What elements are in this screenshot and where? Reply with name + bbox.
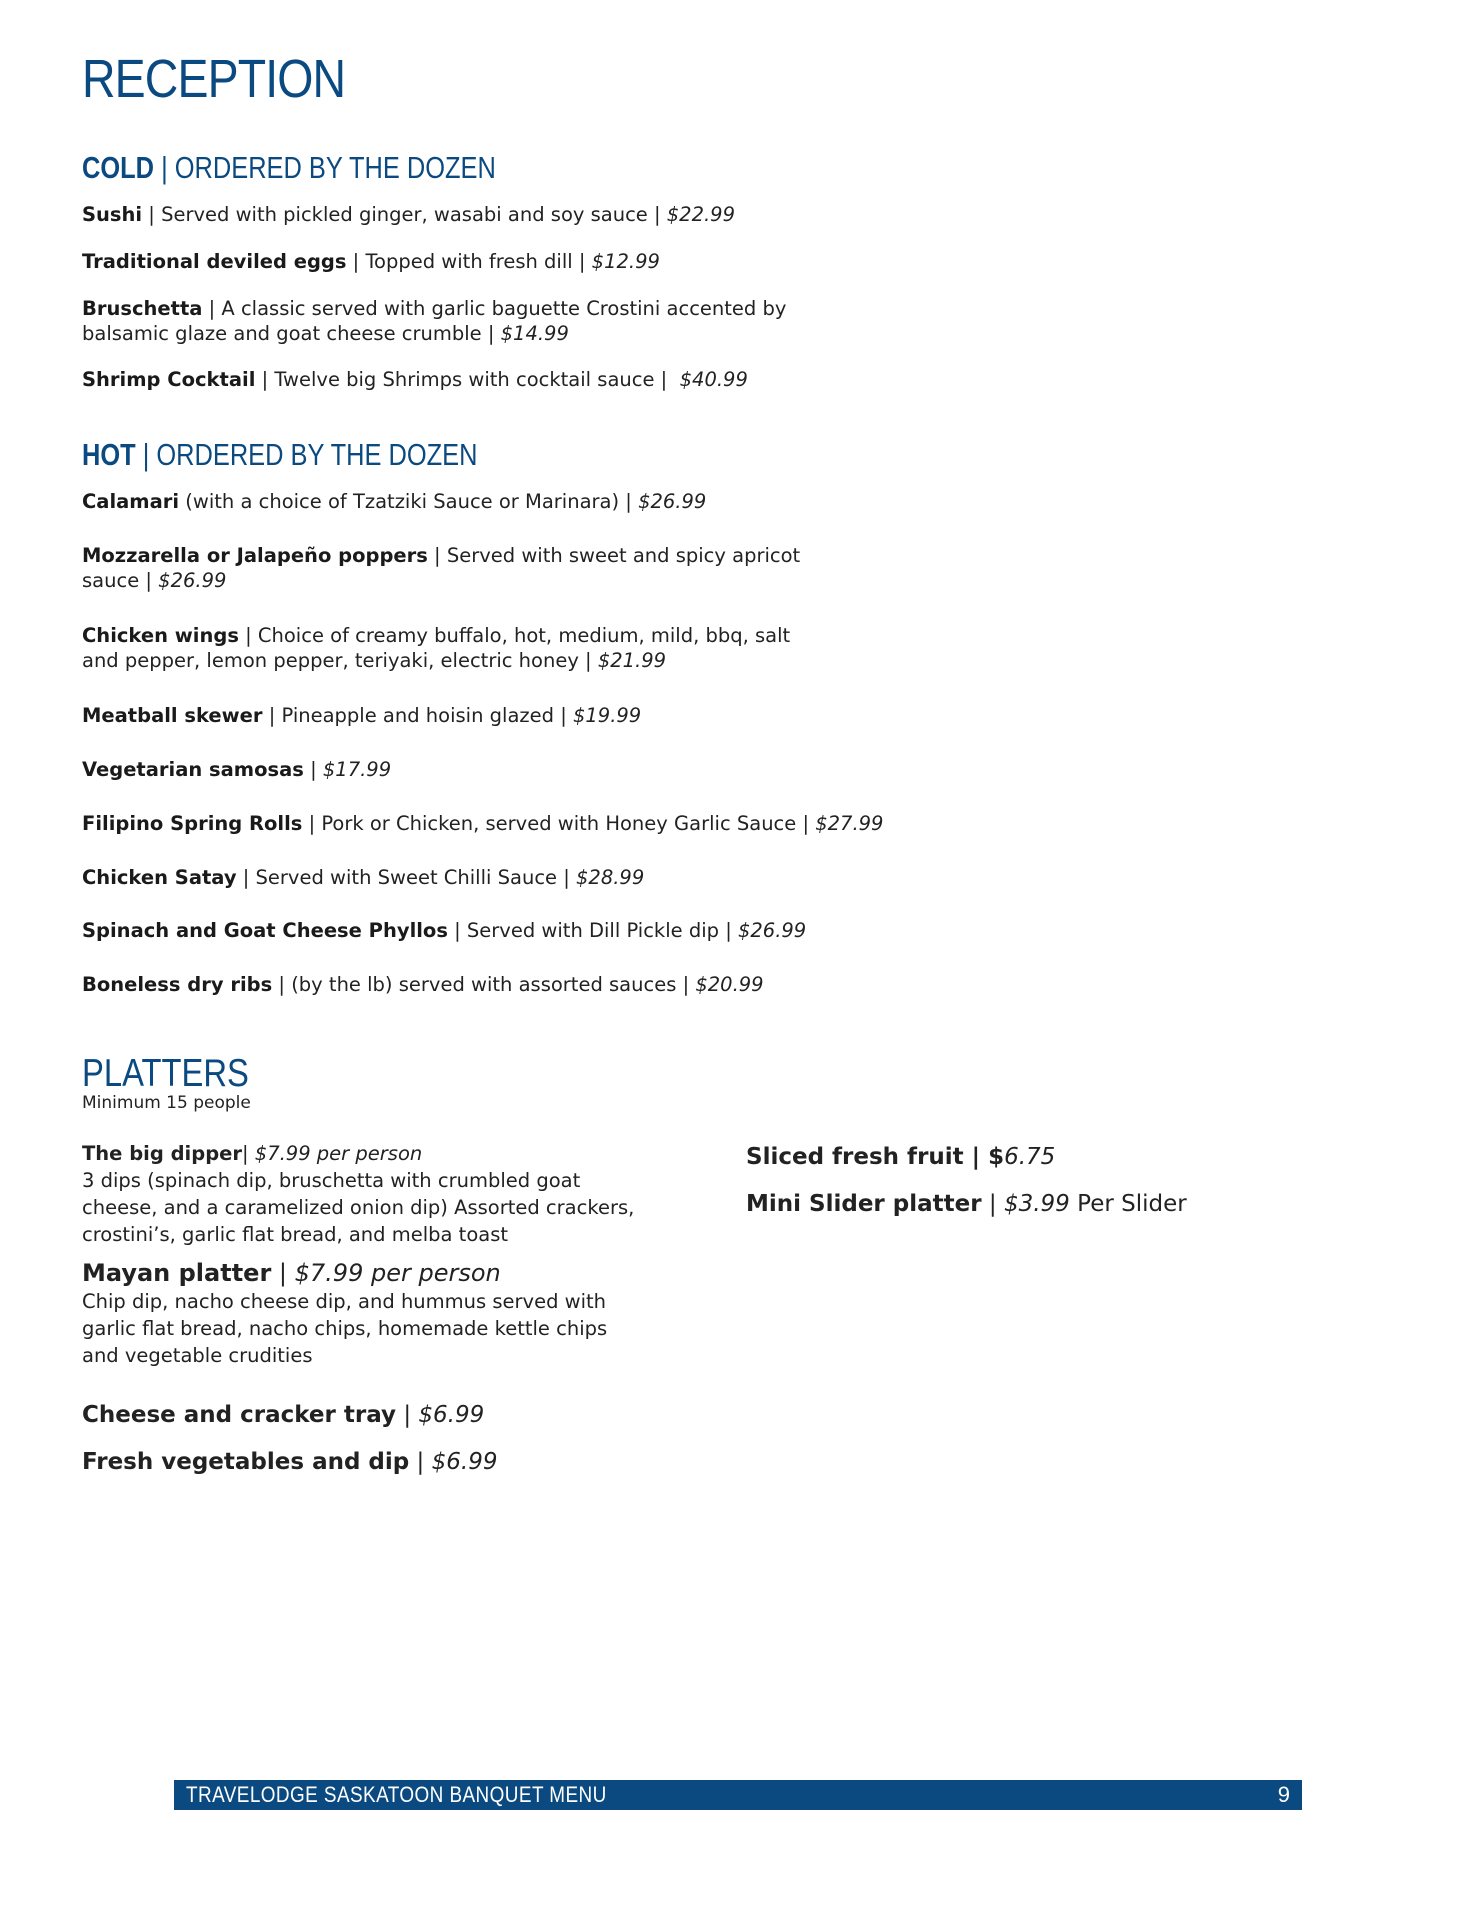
menu-item (82, 865, 644, 890)
item-desc: Chip dip, nacho cheese dip, and hummus served with garlic flat bread, nacho chips, homemade kettle chips and vegetable crudities (82, 1290, 608, 1367)
platter-slider (746, 1189, 1187, 1219)
item-desc: 3 dips (spinach dip, bruschetta with crumbled goat cheese, and a caramelized onion dip) Assorted crackers, crostini’s, garlic flat bread, and melba toast (82, 1169, 635, 1246)
item-name: Sushi (82, 203, 143, 226)
item-sep: | (409, 1449, 432, 1475)
item-desc: | Served with pickled ginger, wasabi and soy sauce | (142, 203, 667, 226)
item-price: $28.99 (576, 866, 645, 889)
item-price: $20.99 (695, 973, 764, 996)
item-desc: | Twelve big Shrimps with cocktail sauce | (255, 368, 680, 391)
item-price: $7.99 per person (254, 1142, 423, 1165)
item-price: $3.99 (1003, 1191, 1070, 1217)
item-desc: | Served with Dill Pickle dip | (447, 919, 738, 942)
item-name: Chicken Satay (82, 866, 237, 889)
hot-heading-rest: | ORDERED BY THE DOZEN (135, 437, 478, 472)
item-price: $26.99 (158, 569, 227, 592)
page-number: 9 (1277, 1782, 1290, 1807)
menu-item (82, 811, 883, 836)
footer-bar (174, 1780, 1302, 1810)
item-name: Chicken wings (82, 624, 239, 647)
item-desc: | A classic served with garlic baguette Crostini accented by balsamic glaze and goat cheese crumble | (82, 297, 787, 345)
item-desc: | Served with Sweet Chilli Sauce | (236, 866, 576, 889)
item-price: $40.99 (679, 368, 748, 391)
item-name: Spinach and Goat Cheese Phyllos (82, 919, 448, 942)
platter-cheese (82, 1400, 484, 1430)
platters-minimum: Minimum 15 people (82, 1093, 251, 1113)
menu-item (82, 757, 391, 782)
item-desc: | (303, 758, 323, 781)
item-name: Vegetarian samosas (82, 758, 304, 781)
menu-item (82, 918, 806, 943)
cold-heading-bold: COLD (82, 150, 155, 185)
item-name: Shrimp Cocktail (82, 368, 256, 391)
item-desc: | Choice of creamy buffalo, hot, medium, mild, bbq, salt and pepper, lemon pepper, teriyaki, electric honey | (82, 624, 791, 672)
item-desc: | (by the lb) served with assorted sauces | (272, 973, 696, 996)
item-desc: | Pork or Chicken, served with Honey Garlic Sauce | (302, 812, 816, 835)
menu-item (82, 489, 706, 514)
item-price: $26.99 (737, 919, 807, 942)
item-name: Bruschetta (82, 297, 203, 320)
item-name: Boneless dry ribs (82, 973, 273, 996)
menu-item (82, 703, 641, 728)
item-name: Fresh vegetables and dip (82, 1449, 410, 1475)
menu-item (82, 367, 748, 392)
item-name: Traditional deviled eggs (82, 250, 347, 273)
menu-item (82, 972, 764, 997)
item-price: $12.99 (591, 250, 660, 273)
item-suffix: Per Slider (1069, 1191, 1187, 1217)
item-desc: | Pineapple and hoisin glazed | (262, 704, 573, 727)
menu-item (82, 623, 827, 673)
cold-heading (82, 150, 496, 186)
menu-item (82, 543, 862, 593)
item-name: The big dipper (82, 1142, 242, 1165)
platter-fruit (746, 1142, 1055, 1172)
item-price: $19.99 (572, 704, 642, 727)
item-sep: | (271, 1259, 295, 1287)
item-sep: | (396, 1402, 419, 1428)
platter-big-dipper (82, 1140, 642, 1248)
item-price: $26.99 (638, 490, 707, 513)
platters-heading: PLATTERS (82, 1052, 249, 1095)
item-price: $22.99 (666, 203, 735, 226)
item-desc: | Topped with fresh dill | (346, 250, 592, 273)
item-price: $21.99 (597, 649, 667, 672)
menu-item (82, 202, 735, 227)
hot-heading (82, 437, 477, 473)
item-desc: (with a choice of Tzatziki Sauce or Marinara) | (179, 490, 639, 513)
page-title: RECEPTION (82, 49, 346, 109)
item-name: Cheese and cracker tray (82, 1402, 397, 1428)
item-name: Filipino Spring Rolls (82, 812, 303, 835)
item-sep: | (981, 1191, 1004, 1217)
item-name: Mini Slider platter (746, 1191, 982, 1217)
item-desc: | Served with sweet and spicy apricot sauce | (82, 544, 801, 592)
platter-mayan (82, 1258, 642, 1369)
item-name: Calamari (82, 490, 180, 513)
hot-heading-bold: HOT (82, 437, 136, 472)
item-price: $7.99 per person (294, 1259, 501, 1287)
footer-title: TRAVELODGE SASKATOON BANQUET MENU (186, 1782, 607, 1807)
menu-item (82, 249, 660, 274)
item-price: $14.99 (500, 322, 569, 345)
item-price: $17.99 (322, 758, 392, 781)
item-name: Sliced fresh fruit | $ (746, 1144, 1005, 1170)
item-price: $6.99 (418, 1402, 485, 1428)
platter-vegetables (82, 1447, 497, 1477)
item-name: Meatball skewer (82, 704, 263, 727)
item-price: 6.75 (1004, 1144, 1056, 1170)
menu-item (82, 296, 802, 346)
item-price: $27.99 (815, 812, 884, 835)
item-name: Mozzarella or Jalapeño poppers (82, 544, 428, 567)
cold-heading-rest: | ORDERED BY THE DOZEN (154, 150, 496, 185)
item-sep: | (242, 1142, 255, 1165)
item-name: Mayan platter (82, 1259, 272, 1287)
item-price: $6.99 (431, 1449, 498, 1475)
